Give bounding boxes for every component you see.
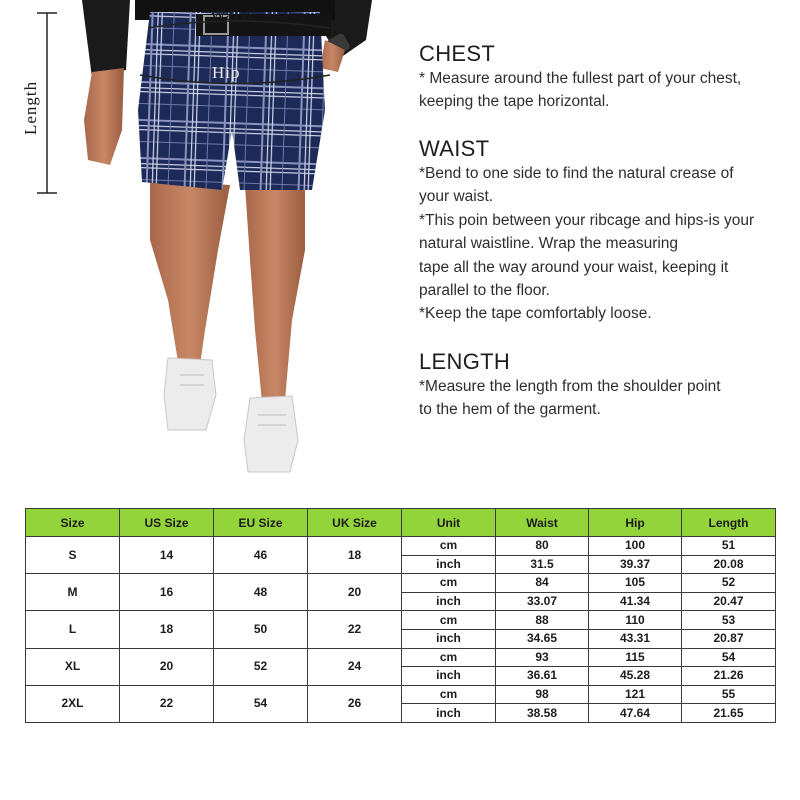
length-cell: 20.08 [682, 555, 776, 574]
unit-cell: inch [402, 667, 496, 686]
waist-cell: 93 [496, 648, 589, 667]
hip-cell: 121 [589, 685, 682, 704]
right-shoe [244, 396, 298, 472]
hip-cell: 47.64 [589, 704, 682, 723]
header-hip: Hip [589, 509, 682, 537]
waist-section [419, 136, 789, 326]
hip-cell: 115 [589, 648, 682, 667]
hip-cell: 39.37 [589, 555, 682, 574]
waist-line: *This poin between your ribcage and hips-is your [419, 211, 755, 229]
eu-size-cell: 46 [214, 537, 308, 574]
size-chart-table [25, 508, 776, 723]
header-length: Length [682, 509, 776, 537]
hip-cell: 105 [589, 574, 682, 593]
unit-cell: cm [402, 574, 496, 593]
length-title: LENGTH [419, 349, 511, 374]
waist-cell: 98 [496, 685, 589, 704]
hip-cell: 110 [589, 611, 682, 630]
waist-line: *Keep the tape comfortably loose. [419, 305, 652, 323]
size-cell: XL [26, 648, 120, 685]
length-cell: 20.47 [682, 592, 776, 611]
us-size-cell: 16 [120, 574, 214, 611]
hip-cell: 41.34 [589, 592, 682, 611]
us-size-cell: 14 [120, 537, 214, 574]
table-row [26, 611, 776, 630]
table-header-row [26, 509, 776, 537]
header-us-size: US Size [120, 509, 214, 537]
eu-size-cell: 52 [214, 648, 308, 685]
uk-size-cell: 20 [308, 574, 402, 611]
size-cell: 2XL [26, 685, 120, 722]
us-size-cell: 22 [120, 685, 214, 722]
waist-label: Waist [210, 5, 254, 24]
unit-cell: cm [402, 685, 496, 704]
hip-cell: 100 [589, 537, 682, 556]
header-unit: Unit [402, 509, 496, 537]
length-cell: 21.65 [682, 704, 776, 723]
chest-section [419, 41, 789, 114]
us-size-cell: 20 [120, 648, 214, 685]
left-leg [150, 180, 230, 365]
length-section [419, 349, 789, 422]
length-cell: 54 [682, 648, 776, 667]
right-leg [245, 182, 305, 402]
length-cell: 21.26 [682, 667, 776, 686]
size-cell: L [26, 611, 120, 648]
header-uk-size: UK Size [308, 509, 402, 537]
length-line: *Measure the length from the shoulder point [419, 378, 721, 395]
waist-cell: 88 [496, 611, 589, 630]
eu-size-cell: 54 [214, 685, 308, 722]
unit-cell: inch [402, 704, 496, 723]
table-row [26, 537, 776, 556]
size-cell: M [26, 574, 120, 611]
waist-cell: 36.61 [496, 667, 589, 686]
length-line: to the hem of the garment. [419, 401, 601, 419]
eu-size-cell: 50 [214, 611, 308, 648]
waist-cell: 84 [496, 574, 589, 593]
waist-line: tape all the way around your waist, keeping it [419, 258, 729, 276]
table-row [26, 574, 776, 593]
waist-cell: 31.5 [496, 555, 589, 574]
length-cell: 51 [682, 537, 776, 556]
length-label: Length [21, 80, 40, 135]
hip-label: Hip [212, 63, 241, 82]
uk-size-cell: 24 [308, 648, 402, 685]
us-size-cell: 18 [120, 611, 214, 648]
unit-cell: inch [402, 555, 496, 574]
hip-cell: 45.28 [589, 667, 682, 686]
table-row [26, 648, 776, 667]
uk-size-cell: 22 [308, 611, 402, 648]
header-size: Size [26, 509, 120, 537]
waist-cell: 38.58 [496, 704, 589, 723]
waist-line: *Bend to one side to find the natural crease of [419, 165, 734, 182]
waist-title: WAIST [419, 136, 490, 161]
waist-cell: 80 [496, 537, 589, 556]
eu-size-cell: 48 [214, 574, 308, 611]
unit-cell: cm [402, 648, 496, 667]
waist-cell: 33.07 [496, 592, 589, 611]
uk-size-cell: 26 [308, 685, 402, 722]
chest-line: keeping the tape horizontal. [419, 93, 610, 111]
model-figure [0, 0, 400, 480]
length-cell: 52 [682, 574, 776, 593]
waist-line: parallel to the floor. [419, 282, 550, 300]
waist-line: your waist. [419, 188, 494, 206]
uk-size-cell: 18 [308, 537, 402, 574]
left-shoe [164, 358, 216, 430]
unit-cell: inch [402, 592, 496, 611]
length-cell: 20.87 [682, 629, 776, 648]
left-sleeve [82, 0, 130, 78]
header-waist: Waist [496, 509, 589, 537]
shorts [138, 12, 325, 190]
hip-cell: 43.31 [589, 629, 682, 648]
length-cell: 55 [682, 685, 776, 704]
length-cell: 53 [682, 611, 776, 630]
chest-line: * Measure around the fullest part of your chest, [419, 70, 742, 87]
size-cell: S [26, 537, 120, 574]
unit-cell: cm [402, 611, 496, 630]
unit-cell: inch [402, 629, 496, 648]
left-forearm [84, 68, 124, 165]
chest-title: CHEST [419, 41, 496, 66]
table-row [26, 685, 776, 704]
unit-cell: cm [402, 537, 496, 556]
header-eu-size: EU Size [214, 509, 308, 537]
waist-cell: 34.65 [496, 629, 589, 648]
waist-line: natural waistline. Wrap the measuring [419, 235, 679, 253]
